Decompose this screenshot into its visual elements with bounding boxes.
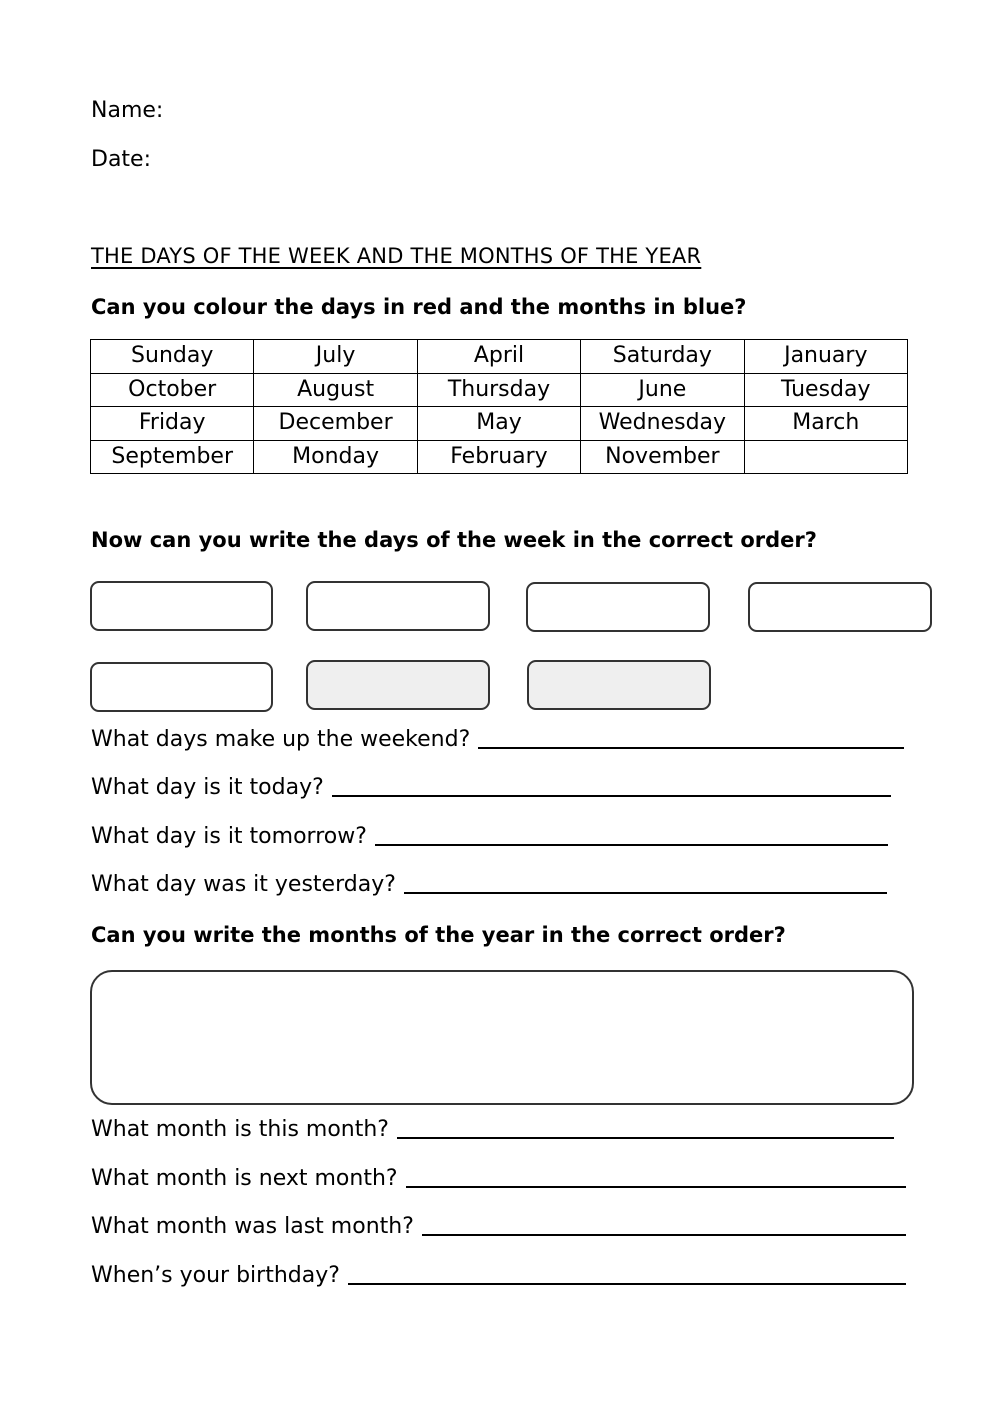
answer-line[interactable] [375, 844, 888, 846]
months-answer-box[interactable] [90, 970, 914, 1105]
date-label: Date: [91, 147, 151, 172]
question-text: What month is this month? [91, 1117, 389, 1142]
word-grid-cell[interactable]: Friday [91, 407, 254, 441]
day-answer-box-3[interactable] [526, 582, 710, 632]
word-grid-cell[interactable]: September [91, 440, 254, 474]
answer-line[interactable] [332, 795, 891, 797]
day-answer-box-6[interactable] [306, 660, 490, 710]
day-answer-box-4[interactable] [748, 582, 932, 632]
word-grid-cell[interactable] [744, 440, 907, 474]
word-grid-cell[interactable]: May [417, 407, 580, 441]
day-question-today [91, 775, 891, 800]
word-grid-cell[interactable]: Tuesday [744, 373, 907, 407]
question-text: What month is next month? [91, 1166, 398, 1191]
word-grid-row [91, 440, 908, 474]
question-text: What day was it yesterday? [91, 872, 396, 897]
word-grid-cell[interactable]: Wednesday [581, 407, 744, 441]
question-text: What day is it today? [91, 775, 324, 800]
months-order-question: Can you write the months of the year in the correct order? [91, 923, 786, 947]
colour-question: Can you colour the days in red and the months in blue? [91, 295, 747, 319]
word-grid-cell[interactable]: June [581, 373, 744, 407]
day-question-tomorrow [91, 824, 888, 849]
word-grid-cell[interactable]: Monday [254, 440, 417, 474]
word-grid-cell[interactable]: December [254, 407, 417, 441]
question-text: What days make up the weekend? [91, 727, 471, 752]
day-answer-box-7[interactable] [527, 660, 711, 710]
word-grid-cell[interactable]: Sunday [91, 340, 254, 374]
question-text: When’s your birthday? [91, 1263, 340, 1288]
answer-line[interactable] [406, 1186, 906, 1188]
question-text: What day is it tomorrow? [91, 824, 367, 849]
word-grid-cell[interactable]: March [744, 407, 907, 441]
word-grid-cell[interactable]: Thursday [417, 373, 580, 407]
word-grid-cell[interactable]: August [254, 373, 417, 407]
word-grid-cell[interactable]: April [417, 340, 580, 374]
answer-line[interactable] [348, 1283, 906, 1285]
word-grid-cell[interactable]: January [744, 340, 907, 374]
day-question-yesterday [91, 872, 887, 897]
word-grid-cell[interactable]: Saturday [581, 340, 744, 374]
word-grid-cell[interactable]: July [254, 340, 417, 374]
day-answer-box-1[interactable] [90, 581, 273, 631]
worksheet-title: THE DAYS OF THE WEEK AND THE MONTHS OF THE YEAR [91, 244, 702, 268]
word-grid-row [91, 407, 908, 441]
answer-line[interactable] [404, 892, 887, 894]
day-answer-box-2[interactable] [306, 581, 490, 631]
month-question-last [91, 1214, 906, 1239]
word-grid-row [91, 340, 908, 374]
word-grid [90, 339, 908, 474]
name-label: Name: [91, 98, 164, 123]
day-question-weekend [91, 727, 904, 752]
word-grid-cell[interactable]: November [581, 440, 744, 474]
month-question-this [91, 1117, 894, 1142]
answer-line[interactable] [478, 747, 904, 749]
answer-line[interactable] [397, 1137, 894, 1139]
month-question-birthday [91, 1263, 906, 1288]
word-grid-row [91, 373, 908, 407]
question-text: What month was last month? [91, 1214, 414, 1239]
answer-line[interactable] [422, 1234, 906, 1236]
days-order-question: Now can you write the days of the week in the correct order? [91, 528, 817, 552]
day-answer-box-5[interactable] [90, 662, 273, 712]
month-question-next [91, 1166, 906, 1191]
word-grid-cell[interactable]: October [91, 373, 254, 407]
word-grid-cell[interactable]: February [417, 440, 580, 474]
